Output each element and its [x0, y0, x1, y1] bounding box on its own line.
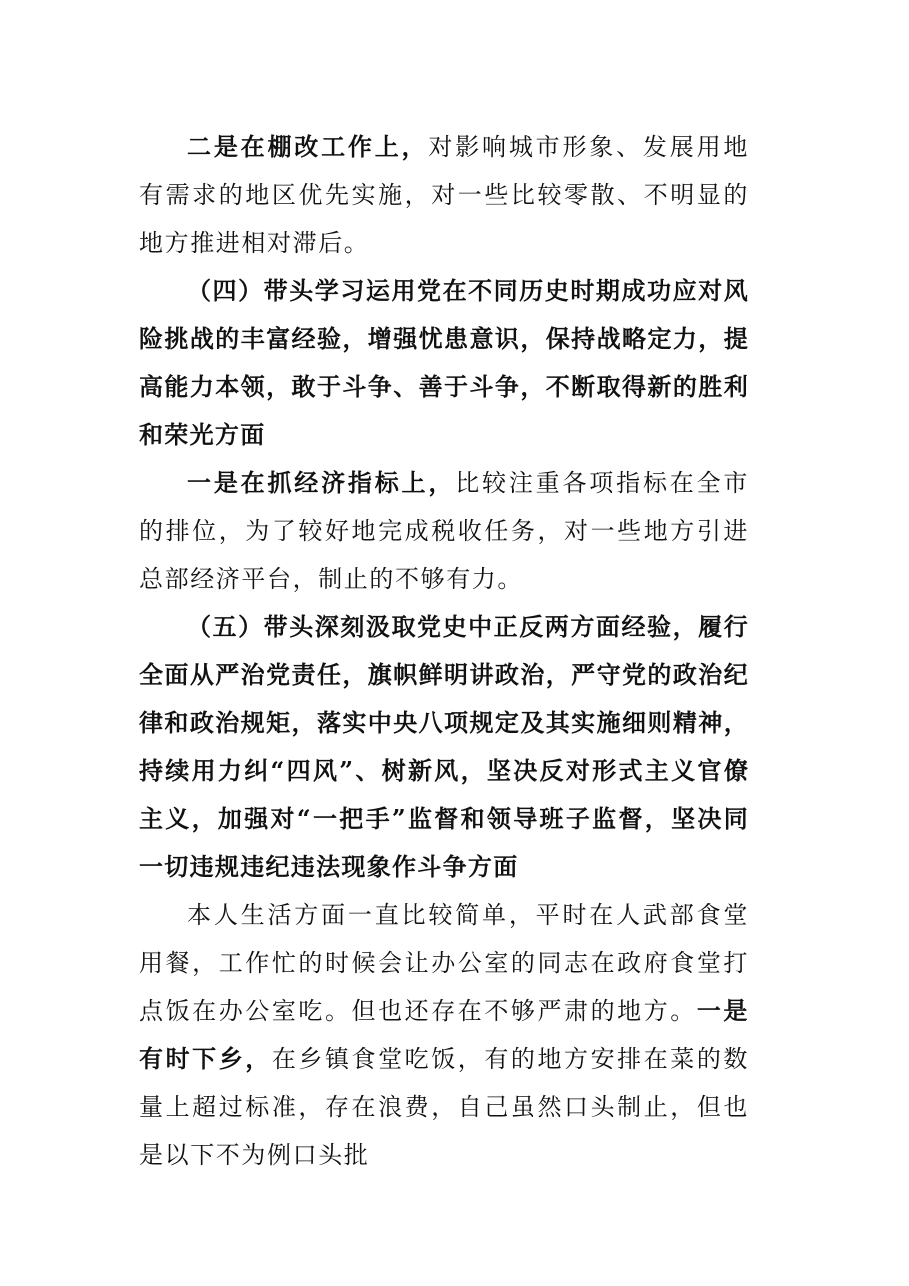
section-heading-four: （四）带头学习运用党在不同历史时期成功应对风险挑战的丰富经验，增强忧患意识，保持战略定力，提高能力本领，敢于斗争、善于斗争，不断取得新的胜利和荣光方面 — [139, 276, 749, 449]
paragraph-shantytown — [139, 123, 749, 267]
paragraph-text: 本人生活方面一直比较简单，平时在人武部食堂用餐，工作忙的时候会让办公室的同志在政府食堂打点饭在办公室吃。但也还存在不够严肃的地方。 — [139, 901, 749, 1025]
paragraph-text: 比较注重各项指标在全市的排位，为了较好地完成税收任务，对一些地方引进总部经济平台，制止的不够有力。 — [139, 469, 749, 593]
paragraph-lead: 二是在棚改工作上， — [187, 132, 429, 161]
paragraph-text: 在乡镇食堂吃饭，有的地方安排在菜的数量上超过标准，存在浪费，自己虽然口头制止，但也是以下不为例口头批 — [139, 1045, 749, 1169]
paragraph-text: 对影响城市形象、发展用地有需求的地区优先实施，对一些比较零散、不明显的地方推进相对滞后。 — [139, 133, 749, 257]
document-body — [139, 123, 749, 1179]
paragraph-lead: 一是在抓经济指标上， — [187, 468, 456, 497]
section-heading-five: （五）带头深刻汲取党史中正反两方面经验，履行全面从严治党责任，旗帜鲜明讲政治，严守党的政治纪律和政治规矩，落实中央八项规定及其实施细则精神，持续用力纠“四风”、树新风，坚决反对形式主义官僚主义，加强对“一把手”监督和领导班子监督，坚决同一切违规违纪违法现象作斗争方面 — [139, 612, 749, 881]
paragraph-personal-life — [139, 891, 749, 1179]
paragraph-lead: 一是有时下乡， — [139, 996, 749, 1073]
paragraph-economic-indicators — [139, 459, 749, 603]
